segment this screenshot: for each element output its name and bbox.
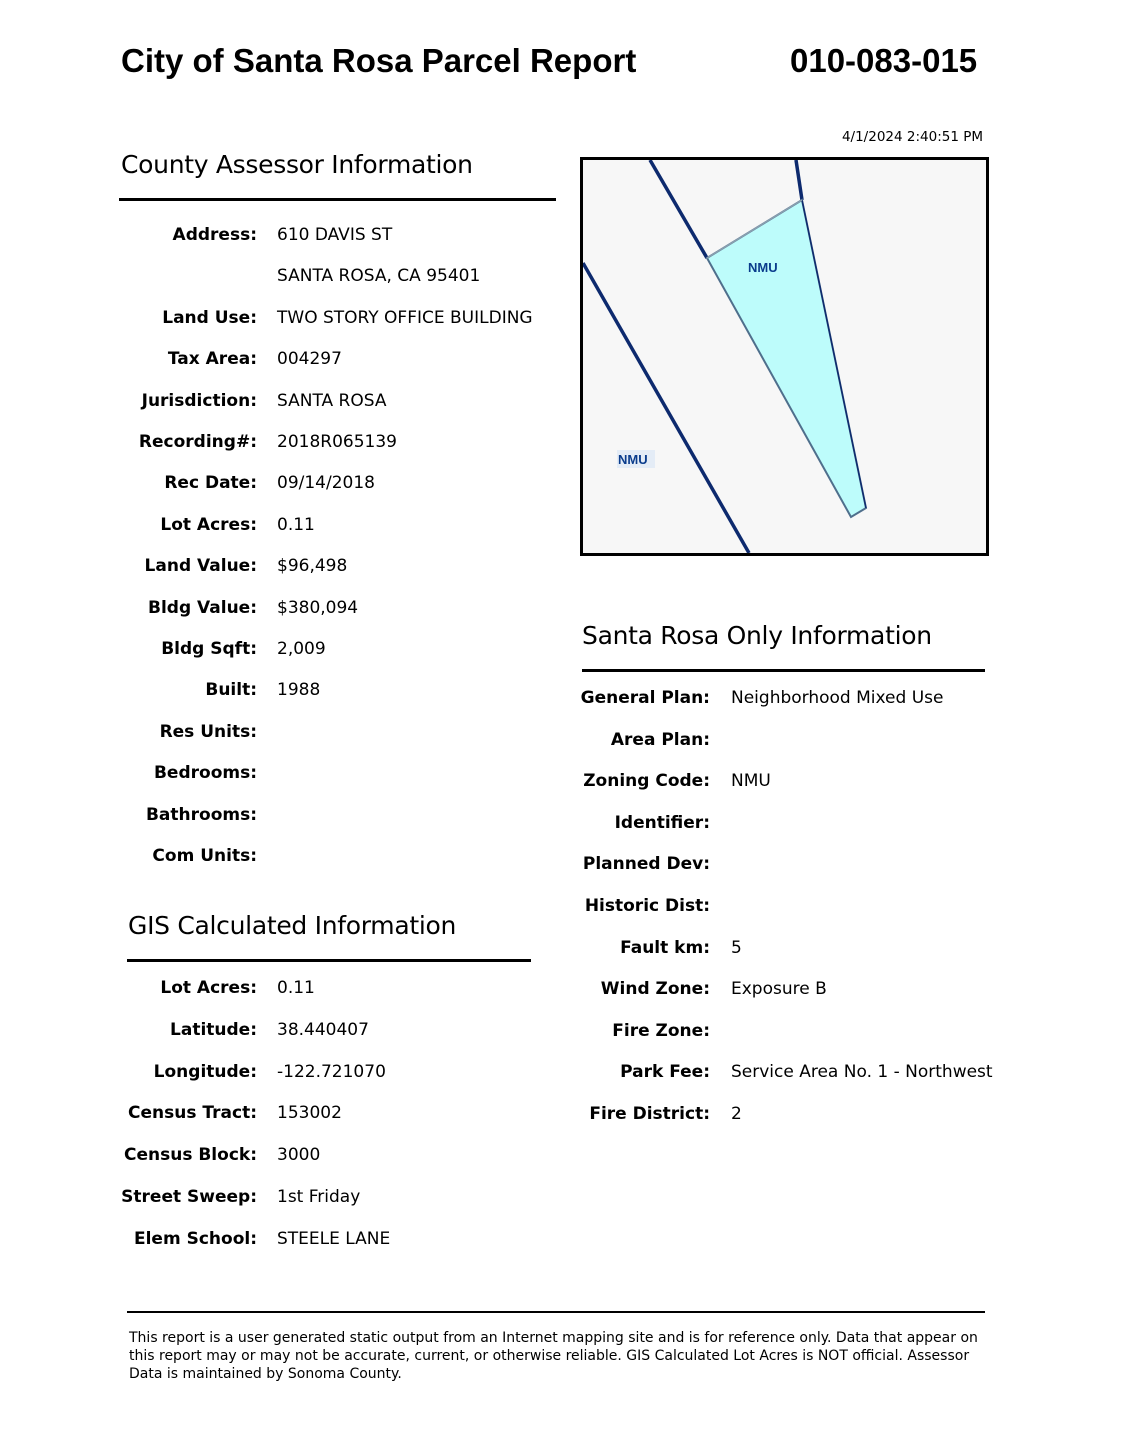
- subject-parcel[interactable]: [707, 200, 866, 517]
- field-label: Wind Zone:: [600, 979, 710, 1000]
- field-value: 0.11: [277, 514, 315, 535]
- field-label: Street Sweep:: [121, 1187, 257, 1207]
- field-label: Res Units:: [159, 721, 257, 742]
- field-label: Fire Zone:: [612, 1020, 710, 1041]
- field-value: 2,009: [277, 639, 326, 659]
- field-label: Bedrooms:: [153, 763, 257, 784]
- field-value: 004297: [277, 349, 342, 370]
- disclaimer: This report is a user generated static output from an Internet mapping site and is for reference only. Data that appear on this report may or may not be accurate, current, or otherwise reliable. GIS Calculated Lot Acres is NOT official. Assessor Data is maintained by Sonoma County.: [129, 1330, 978, 1382]
- field-value: 1st Friday: [277, 1187, 361, 1207]
- santa-rosa-heading: Santa Rosa Only Information: [582, 621, 932, 650]
- field-label: Census Block:: [123, 1145, 257, 1166]
- field-label: Zoning Code:: [583, 771, 710, 792]
- assessor-rule: [119, 198, 556, 201]
- field-value: Service Area No. 1 - Northwest: [731, 1062, 993, 1083]
- field-label: General Plan:: [580, 688, 710, 708]
- zone-boundary-line: [796, 160, 802, 200]
- field-label: Lot Acres:: [160, 514, 257, 535]
- field-label: Longitude:: [153, 1061, 257, 1082]
- field-label: Elem School:: [133, 1228, 257, 1249]
- gis-heading: GIS Calculated Information: [128, 911, 457, 940]
- field-value: STEELE LANE: [277, 1228, 391, 1249]
- field-label: Park Fee:: [620, 1062, 710, 1083]
- field-value: 0.11: [277, 978, 315, 998]
- field-value: Neighborhood Mixed Use: [731, 688, 944, 708]
- field-value: 2: [731, 1104, 742, 1124]
- zone-boundary-line: [583, 263, 749, 553]
- field-value: 38.440407: [277, 1019, 369, 1040]
- field-value: 09/14/2018: [277, 473, 375, 494]
- field-value: NMU: [731, 771, 771, 792]
- field-label: Com Units:: [152, 846, 257, 866]
- field-label: Bldg Sqft:: [161, 639, 257, 659]
- field-label: Identifier:: [614, 812, 710, 833]
- zone-boundary-line: [650, 160, 707, 258]
- field-value: 3000: [277, 1145, 321, 1166]
- field-label: Bldg Value:: [148, 597, 257, 618]
- field-value: 1988: [277, 680, 321, 701]
- gis-rule: [127, 959, 531, 962]
- santa-rosa-rule: [582, 669, 985, 672]
- field-label: Fire District:: [589, 1104, 710, 1124]
- field-label: Built:: [205, 680, 257, 701]
- field-value: 153002: [277, 1103, 342, 1124]
- field-label: Latitude:: [170, 1019, 257, 1040]
- footer-rule: [127, 1311, 985, 1313]
- field-value: 2018R065139: [277, 432, 397, 452]
- zone-label-parcel: NMU: [748, 260, 778, 275]
- field-value: Exposure B: [731, 979, 827, 1000]
- assessor-heading: County Assessor Information: [121, 150, 473, 179]
- field-label: Historic Dist:: [584, 896, 710, 916]
- field-label: Planned Dev:: [582, 854, 710, 875]
- field-label: Area Plan:: [610, 729, 710, 750]
- field-label: Land Value:: [144, 556, 257, 577]
- field-label: Tax Area:: [167, 349, 257, 370]
- parcel-number: 010-083-015: [790, 42, 978, 79]
- field-value: $96,498: [277, 556, 348, 577]
- field-value: 5: [731, 937, 742, 958]
- report-timestamp: 4/1/2024 2:40:51 PM: [841, 129, 983, 145]
- parcel-map-canvas: [583, 160, 986, 553]
- field-label: Bathrooms:: [145, 804, 257, 825]
- report-title: City of Santa Rosa Parcel Report: [121, 42, 637, 79]
- field-label: Recording#:: [138, 432, 257, 452]
- field-label: Jurisdiction:: [141, 390, 257, 411]
- field-label: Rec Date:: [164, 473, 257, 494]
- field-value: -122.721070: [277, 1061, 386, 1082]
- field-value: SANTA ROSA: [277, 390, 387, 411]
- field-label: Address:: [172, 225, 257, 245]
- zone-label-west: NMU: [618, 452, 648, 467]
- field-value: TWO STORY OFFICE BUILDING: [277, 307, 533, 328]
- field-value: SANTA ROSA, CA 95401: [277, 266, 481, 287]
- parcel-map[interactable]: [580, 157, 989, 556]
- field-label: Fault km:: [620, 937, 710, 958]
- field-value: 610 DAVIS ST: [277, 225, 393, 245]
- field-label: Lot Acres:: [160, 978, 257, 998]
- field-label: Land Use:: [162, 307, 257, 328]
- field-label: Census Tract:: [128, 1103, 257, 1124]
- field-value: $380,094: [277, 597, 359, 618]
